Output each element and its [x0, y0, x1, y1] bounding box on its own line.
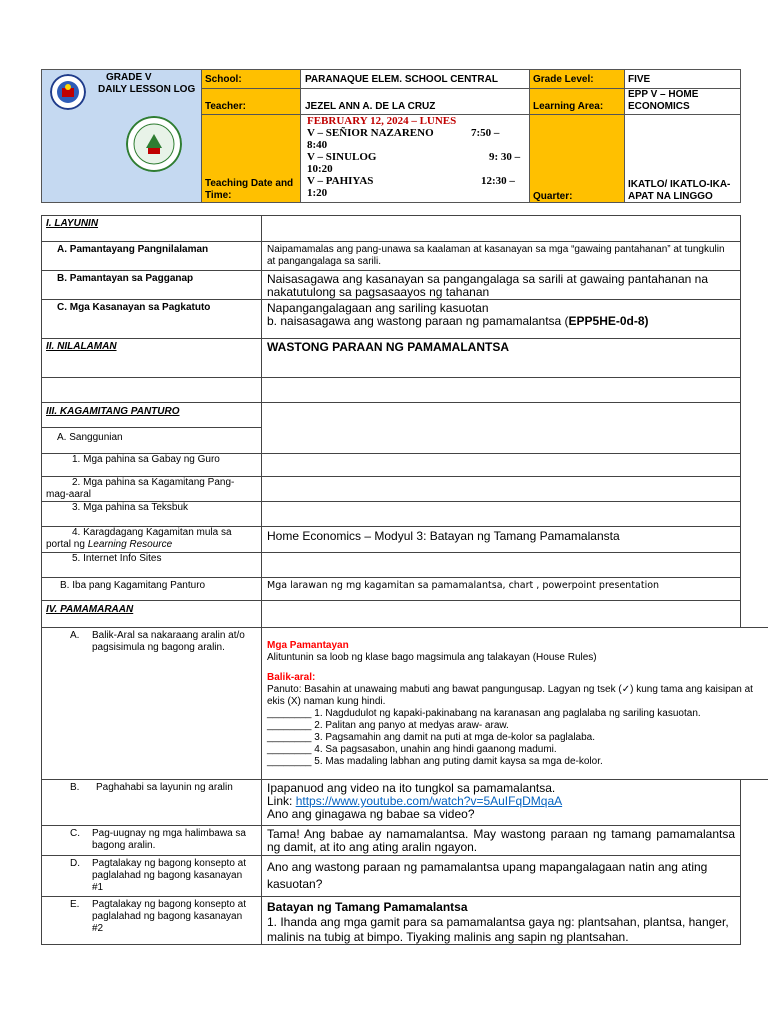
header-table [41, 69, 741, 203]
quarter-label: Quarter: [529, 114, 625, 203]
teacher-value: JEZEL ANN A. DE LA CRUZ [300, 88, 530, 115]
gabay-ng-guro-label: 1. Mga pahina sa Gabay ng Guro [41, 453, 262, 477]
pagtalakay-2-label: E. Pagtalakay ng bagong konsepto at paglalahad ng bagong kasanayan #2 [41, 896, 262, 945]
section-pamamaraan: IV. PAMAMARAAN [41, 600, 262, 628]
row-divider [261, 627, 768, 628]
karagdagang-kagamitan-value: Home Economics – Modyul 3: Batayan ng Tamang Pamamalansta [261, 526, 741, 553]
internet-info-sites-label: 5. Internet Info Sites [41, 552, 262, 578]
video-link[interactable]: https://www.youtube.com/watch?v=5AuIFqDMqaA [295, 794, 563, 808]
section-layunin: I. LAYUNIN [41, 215, 262, 242]
paghahabi-value: Ipapanuod ang video na ito tungkol sa pamamalantsa. Link: https://www.youtube.com/watch?v=5AuIFqDMqaA Ano ang ginagawa ng babae sa video? [261, 779, 741, 826]
pagtalakay-1-value: Ano ang wastong paraan ng pamamalantsa upang mapangalagaan natin ang ating kasuotan? [261, 855, 741, 897]
grade-level-label: Grade Level: [529, 69, 625, 89]
iba-pang-kagamitan-value: Mga larawan ng mg kagamitan sa pamamalantsa, chart , powerpoint presentation [261, 577, 741, 601]
lesson-table [41, 215, 768, 945]
iba-pang-kagamitan-label: B. Iba pang Kagamitang Panturo [41, 577, 262, 601]
grade-level-value: FIVE [624, 69, 741, 89]
schedule-row: V – SINULOG 9: 30 – [307, 151, 521, 163]
header-logo-cell [41, 69, 202, 203]
section-nilalaman: II. NILALAMAN [41, 338, 262, 378]
grade-title: GRADE V [106, 72, 152, 83]
kagamitan-empty [261, 402, 741, 454]
deped-seal-icon [50, 74, 86, 110]
gabay-ng-guro-value [261, 453, 741, 477]
schedule-row: V – SEÑIOR NAZARENO 7:50 – [307, 127, 500, 139]
blank-row [41, 377, 262, 403]
quarter-value: IKATLO/ IKATLO-IKA-APAT NA LINGGO [624, 114, 741, 203]
nilalaman-value: WASTONG PARAAN NG PAMAMALANTSA [261, 338, 741, 378]
pagtalakay-1-label: D. Pagtalakay ng bagong konsepto at paglalahad ng bagong kasanayan #1 [41, 855, 262, 897]
kagamitang-pang-mag-aaral-value [261, 476, 741, 502]
list-item: ________ 4. Sa pagsasabon, unahin ang hindi gaanong madumi. [267, 744, 557, 755]
list-item: ________ 3. Pagsamahin ang damit na puti at mga de-kolor sa paglalaba. [267, 732, 596, 743]
section-kagamitan: III. KAGAMITANG PANTURO [41, 402, 262, 428]
school-seal-icon [126, 116, 182, 172]
balik-aral-heading: Balik-aral: [267, 672, 316, 683]
paghahabi-label: B. Paghahabi sa layunin ng aralin [41, 779, 262, 826]
pamamaraan-empty [261, 600, 741, 628]
teksbuk-label: 3. Mga pahina sa Teksbuk [41, 501, 262, 527]
balik-aral-value: Mga Pamantayan Alituntunin sa loob ng klase bago magsimula ang talakayan (House Rules) Balik-aral: Panuto: Basahin at unawaing mabuti ang bawat pangungusap. Lagyan ng tsek (✓) kung tama ang kaisipan at ekis (X) naman kung hindi. ________ 1. Nagdudulot ng kapaki-pakinabang na karanasan ang paglalaba ng sariling kasuotan. ________ 2. Palitan ang panyo at medyas araw- araw. ________ 3. Pagsamahin ang damit na puti at mga de-kolor sa paglalaba. ________ 4. Sa pagsasabon, unahin ang hindi gaanong madumi. ________ 5. Mas madaling labhan ang puting damit kaysa sa mga de-kolor. [261, 627, 768, 780]
kasanayan-sa-pagkatuto-label: C. Mga Kasanayan sa Pagkatuto [41, 299, 262, 339]
schedule-time-end: 8:40 [307, 139, 328, 151]
teksbuk-value [261, 501, 741, 527]
pamantayan-heading: Mga Pamantayan [267, 640, 349, 651]
pamantayan-sa-pagganap-label: B. Pamantayan sa Pagganap [41, 270, 262, 300]
kasanayan-sa-pagkatuto-value: Napangangalagaan ang sariling kasuotan b. naisasagawa ang wastong paraan ng pamamalantsa (EPP5HE-0d-8) [261, 299, 741, 339]
kagamitang-pang-mag-aaral-label: 2. Mga pahina sa Kagamitang Pang-mag-aaral [41, 476, 262, 502]
learning-area-label: Learning Area: [529, 88, 625, 115]
blank-row [261, 377, 741, 403]
schedule-row: V – PAHIYAS 12:30 – [307, 175, 515, 187]
learning-area-value: EPP V – HOME ECONOMICS [624, 88, 741, 115]
header-title [98, 72, 202, 96]
schedule-time-end: 1:20 [307, 187, 328, 199]
internet-info-sites-value [261, 552, 741, 578]
schedule-cell [300, 114, 530, 203]
dll-title: DAILY LESSON LOG [98, 84, 196, 95]
school-value: PARANAQUE ELEM. SCHOOL CENTRAL [300, 69, 530, 89]
balik-aral-label: A. Balik-Aral sa nakaraang aralin at/o pagsisimula ng bagong aralin. [41, 627, 262, 780]
pamantayan-sa-pagganap-value: Naisasagawa ang kasanayan sa pangangalaga sa sarili at gawaing pantahanan na nakatutulong sa pagsasaayos ng tahanan [261, 270, 741, 300]
batayan-heading: Batayan ng Tamang Pamamalantsa [267, 900, 468, 914]
layunin-empty [261, 215, 741, 242]
list-item: ________ 2. Palitan ang panyo at medyas araw- araw. [267, 720, 509, 731]
pag-uugnay-label: C. Pag-uugnay ng mga halimbawa sa bagong aralin. [41, 825, 262, 856]
sanggunian-label: A. Sanggunian [41, 427, 262, 454]
pagtalakay-2-value: Batayan ng Tamang Pamamalantsa 1. Ihanda ang mga gamit para sa pamamalantsa gaya ng: plantsahan, plantsa, hanger, malinis na tubig at bimpo. Tiyaking malinis ang sapin ng plantsahan. [261, 896, 741, 945]
school-label: School: [201, 69, 301, 89]
karagdagang-kagamitan-label: 4. Karagdagang Kagamitan mula sa portal ng Learning Resource [41, 526, 262, 553]
teacher-label: Teacher: [201, 88, 301, 115]
pamantayang-pangnilalaman-label: A. Pamantayang Pangnilalaman [41, 241, 262, 271]
list-item: ________ 5. Mas madaling labhan ang puting damit kaysa sa mga de-kolor. [267, 756, 603, 767]
teaching-date-line: FEBRUARY 12, 2024 – LUNES [307, 115, 457, 127]
schedule-time-end: 10:20 [307, 163, 333, 175]
teaching-date-label: Teaching Date and Time: [201, 114, 301, 203]
pamantayang-pangnilalaman-value: Naipamamalas ang pang-unawa sa kaalaman at kasanayan sa mga “gawaing pantahanan” at tungkulin at pangangalaga sa sarili. [261, 241, 741, 271]
list-item: ________ 1. Nagdudulot ng kapaki-pakinabang na karanasan ang paglalaba ng sariling kasuotan. [267, 708, 701, 719]
pag-uugnay-value: Tama! Ang babae ay namamalantsa. May wastong paraan ng tamang pamamalantsa ng damit, at ito ang ating aralin ngayon. [261, 825, 741, 856]
